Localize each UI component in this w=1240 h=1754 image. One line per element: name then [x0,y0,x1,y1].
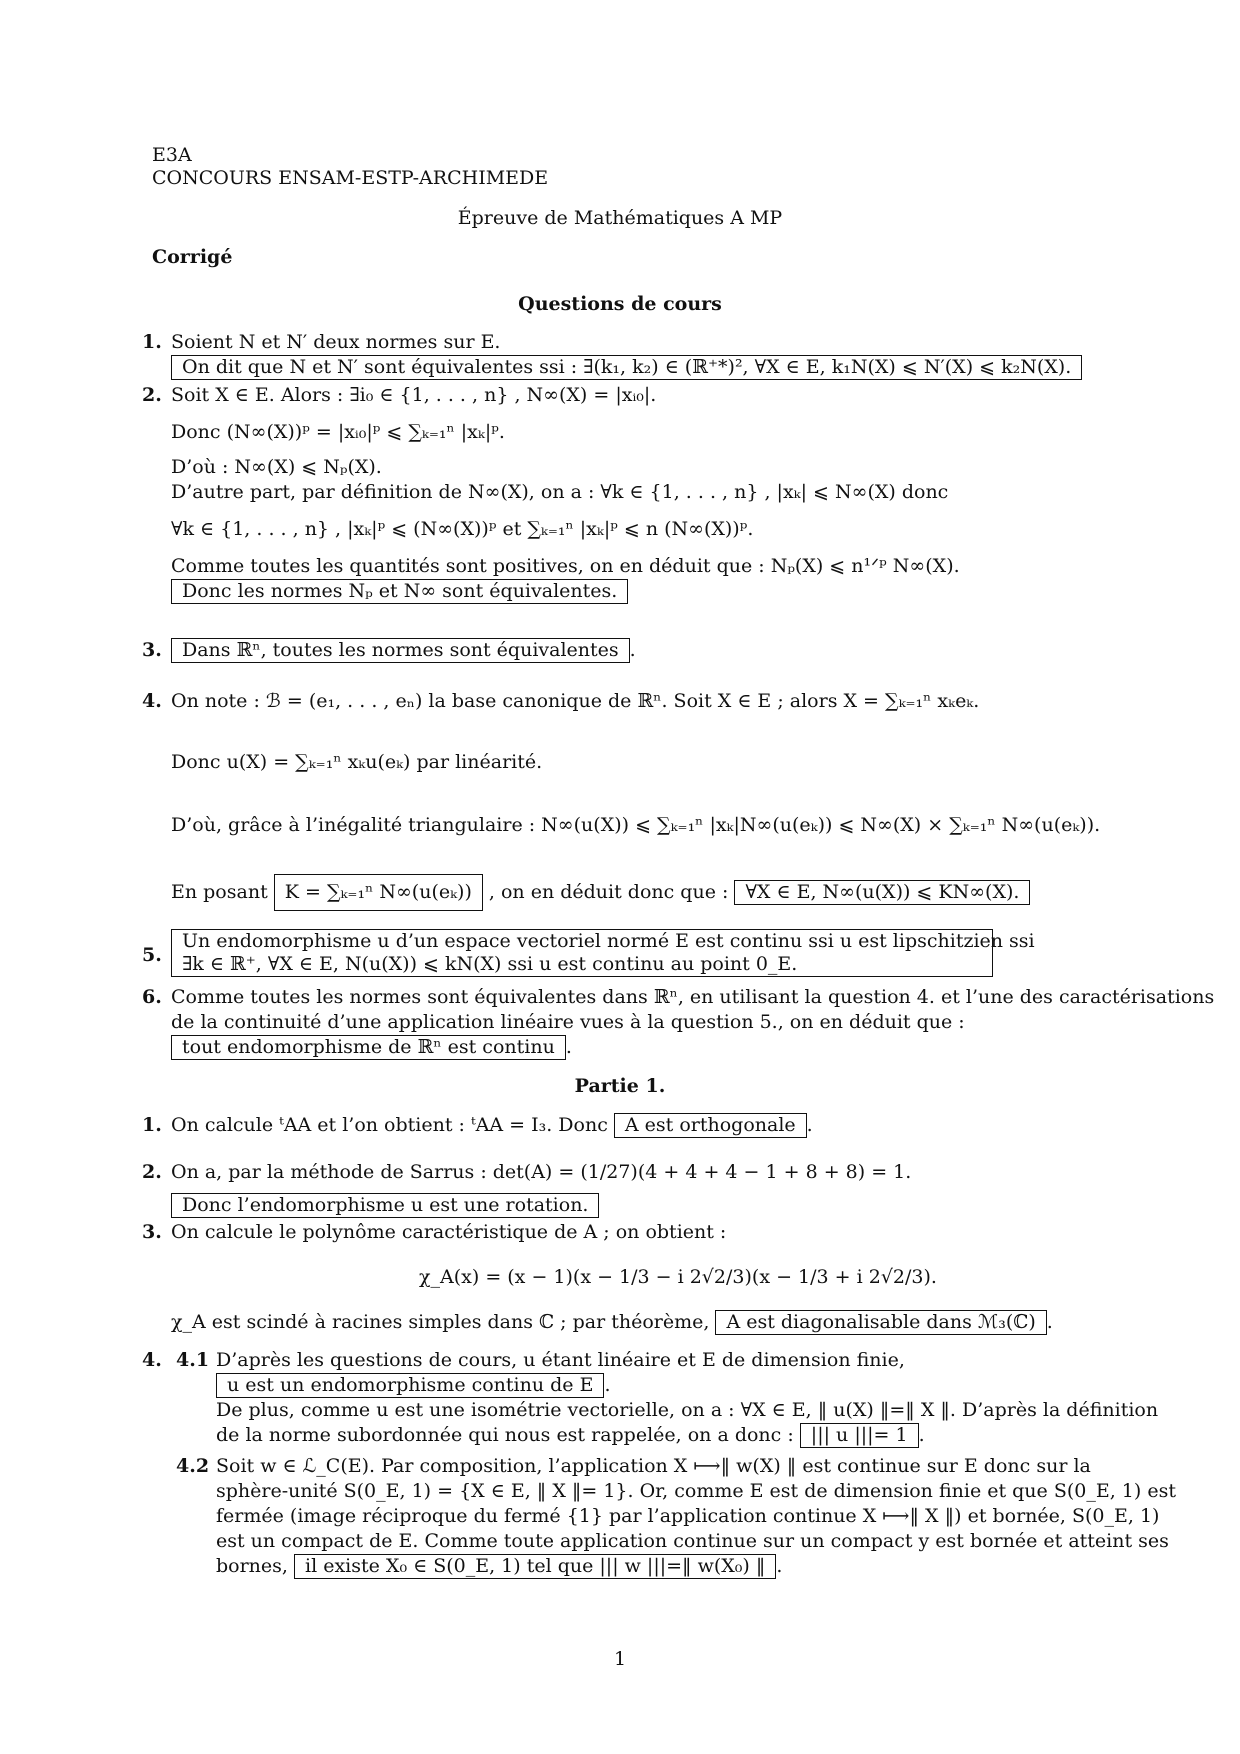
page-number: 1 [613,1648,627,1670]
text-fragment: , on en déduit donc que : [488,881,729,903]
boxed-result: A est diagonalisable dans ℳ₃(ℂ) [715,1310,1046,1335]
text-fragment: bornes, [216,1555,288,1577]
text-line: Comme toutes les normes sont équivalentes dans ℝⁿ, en utilisant la question 4. et l’une des caractérisations [171,986,1215,1008]
boxed-result: On dit que N et N′ sont équivalentes ssi : ∃(k₁, k₂) ∈ (ℝ⁺*)², ∀X ∈ E, k₁N(X) ⩽ N′(X) ⩽ k₂N(X). [171,355,1082,380]
text-line: Soit w ∈ ℒ_C(E). Par composition, l’application X ⟼‖ w(X) ‖ est continue sur E donc sur la [216,1455,1091,1477]
text-fragment: On calcule ᵗAA et l’on obtient : ᵗAA = I₃. Donc [171,1114,608,1136]
text-line: Soient N et N′ deux normes sur E. [171,331,501,353]
question-number: 4. [142,690,162,712]
text-line: Donc (N∞(X))ᵖ = |xᵢ₀|ᵖ ⩽ ∑ₖ₌₁ⁿ |xₖ|ᵖ. [171,421,505,443]
question-3-cours: Dans ℝⁿ, toutes les normes sont équivalentes . [171,638,636,663]
question-4-cours [171,689,1100,911]
text-fragment: χ_A est scindé à racines simples dans ℂ ; par théorème, [171,1311,710,1333]
text-line: sphère-unité S(0_E, 1) = {X ∈ E, ‖ X ‖= 1}. Or, comme E est de dimension finie et que S(0_E, 1) est [216,1480,1176,1502]
header-org: E3A [152,144,192,166]
boxed-result: Donc les normes Nₚ et N∞ sont équivalentes. [171,579,628,604]
header-contest: CONCOURS ENSAM-ESTP-ARCHIMEDE [152,167,549,189]
question-number: 1. [142,331,162,353]
text-line: On a, par la méthode de Sarrus : det(A) = (1/27)(4 + 4 + 4 − 1 + 8 + 8) = 1. [171,1161,912,1183]
boxed-result [171,929,1035,977]
text-fragment: de la norme subordonnée qui nous est rappelée, on a donc : [216,1424,794,1446]
question-4-2-partie1: Soit w ∈ ℒ_C(E). Par composition, l’application X ⟼‖ w(X) ‖ est continue sur E donc sur la sphère-unité S(0_E, 1) = {X ∈ E, ‖ X ‖= 1}. Or, comme E est de dimension finie et que S(0_E, 1) est fermée (image réciproque du fermé {1} par l’application continue X ⟼‖ X ‖) et bornée, S(0_E, 1) est un compact de E. Comme toute application continue sur un compact y est bornée et atteint ses bornes, il existe X₀ ∈ S(0_E, 1) tel que ||| w |||=‖ w(X₀) ‖ . [216,1455,1176,1577]
text-line: Un endomorphisme u d’un espace vectoriel normé E est continu ssi u est lipschitzien ssi [182,930,1035,952]
question-2-cours [171,383,960,604]
text-line: ∀k ∈ {1, . . . , n} , |xₖ|ᵖ ⩽ (N∞(X))ᵖ et ∑ₖ₌₁ⁿ |xₖ|ᵖ ⩽ n (N∞(X))ᵖ. [171,518,754,540]
text-line: On note : ℬ = (e₁, . . . , eₙ) la base canonique de ℝⁿ. Soit X ∈ E ; alors X = ∑ₖ₌₁ⁿ xₖeₖ. [171,690,980,712]
boxed-result: u est un endomorphisme continu de E [216,1373,604,1398]
question-number: 2. [142,1161,162,1183]
text-line: D’où : N∞(X) ⩽ Nₚ(X). [171,456,382,478]
question-number: 3. [142,639,162,661]
question-4-1-partie1: D’après les questions de cours, u étant linéaire et E de dimension finie, u est un endomorphisme continu de E . De plus, comme u est une isométrie vectorielle, on a : ∀X ∈ E, ‖ u(X) ‖=‖ X ‖. D’après la définition de la norme subordonnée qui nous est rappelée, on a donc : ||| u |||= 1 . [216,1349,1159,1446]
subquestion-number: 4.2 [176,1455,210,1477]
boxed-result: Dans ℝⁿ, toutes les normes sont équivalentes [171,638,630,663]
text-line: De plus, comme u est une isométrie vectorielle, on a : ∀X ∈ E, ‖ u(X) ‖=‖ X ‖. D’après la définition [216,1399,1159,1421]
boxed-result: tout endomorphisme de ℝⁿ est continu [171,1035,566,1060]
corrige-label: Corrigé [152,246,233,268]
text-line: ∃k ∈ ℝ⁺, ∀X ∈ E, N(u(X)) ⩽ kN(X) ssi u est continu au point 0_E. [182,953,798,975]
question-number: 2. [142,384,162,406]
section-title-partie1: Partie 1. [574,1075,666,1097]
question-number: 6. [142,986,162,1008]
question-number: 5. [142,944,162,966]
question-6-cours: Comme toutes les normes sont équivalentes dans ℝⁿ, en utilisant la question 4. et l’une des caractérisations de la continuité d’une application linéaire vues à la question 5., on en déduit que : tout endomorphisme de ℝⁿ est continu . [171,986,1215,1058]
text-line: D’autre part, par définition de N∞(X), on a : ∀k ∈ {1, . . . , n} , |xₖ| ⩽ N∞(X) donc [171,481,949,503]
text-line: On calcule le polynôme caractéristique de A ; on obtient : [171,1221,727,1243]
question-5-cours [171,929,1035,977]
boxed-result: ||| u |||= 1 [800,1423,919,1448]
text-line: Donc u(X) = ∑ₖ₌₁ⁿ xₖu(eₖ) par linéarité. [171,751,543,773]
text-line: fermée (image réciproque du fermé {1} par l’application continue X ⟼‖ X ‖) et bornée, S(0_E, 1) [216,1505,1160,1527]
question-1-partie1: On calcule ᵗAA et l’on obtient : ᵗAA = I₃. Donc A est orthogonale . [171,1114,813,1136]
question-1-cours [171,330,1082,380]
text-line: Comme toutes les quantités sont positives, on en déduit que : Nₚ(X) ⩽ n¹ᐟᵖ N∞(X). [171,555,960,577]
question-3-partie1: On calcule le polynôme caractéristique de A ; on obtient : χ_A(x) = (x − 1)(x − 1/3 − i 2√2/3)(x − 1/3 + i 2√2/3). χ_A est scindé à racines simples dans ℂ ; par théorème, A est diagonalisable dans ℳ₃(ℂ) . [171,1221,1053,1333]
equation-charpoly: χ_A(x) = (x − 1)(x − 1/3 − i 2√2/3)(x − 1/3 + i 2√2/3). [419,1266,937,1288]
exam-title: Épreuve de Mathématiques A MP [457,207,783,229]
boxed-definition-K: K = ∑ₖ₌₁ⁿ N∞(u(eₖ)) [274,874,483,911]
question-number: 3. [142,1221,162,1243]
boxed-result: ∀X ∈ E, N∞(u(X)) ⩽ KN∞(X). [734,880,1030,905]
text-fragment: En posant [171,881,268,903]
subquestion-number: 4.1 [176,1349,210,1371]
text-line: est un compact de E. Comme toute application continue sur un compact y est bornée et atteint ses [216,1530,1169,1552]
text-line: de la continuité d’une application linéaire vues à la question 5., on en déduit que : [171,1011,965,1033]
boxed-result: A est orthogonale [614,1113,807,1138]
question-number: 4. [142,1349,162,1371]
section-title-cours: Questions de cours [518,293,722,315]
text-line: D’où, grâce à l’inégalité triangulaire : N∞(u(X)) ⩽ ∑ₖ₌₁ⁿ |xₖ|N∞(u(eₖ)) ⩽ N∞(X) × ∑ₖ₌₁ⁿ N∞(u(eₖ)). [171,814,1101,836]
text-line: Soit X ∈ E. Alors : ∃i₀ ∈ {1, . . . , n} , N∞(X) = |xᵢ₀|. [171,384,657,406]
boxed-result: Donc l’endomorphisme u est une rotation. [171,1193,599,1218]
question-number: 1. [142,1114,162,1136]
boxed-result: il existe X₀ ∈ S(0_E, 1) tel que ||| w |||=‖ w(X₀) ‖ [294,1554,776,1579]
text-line: D’après les questions de cours, u étant linéaire et E de dimension finie, [216,1349,905,1371]
question-2-partie1 [171,1160,911,1218]
